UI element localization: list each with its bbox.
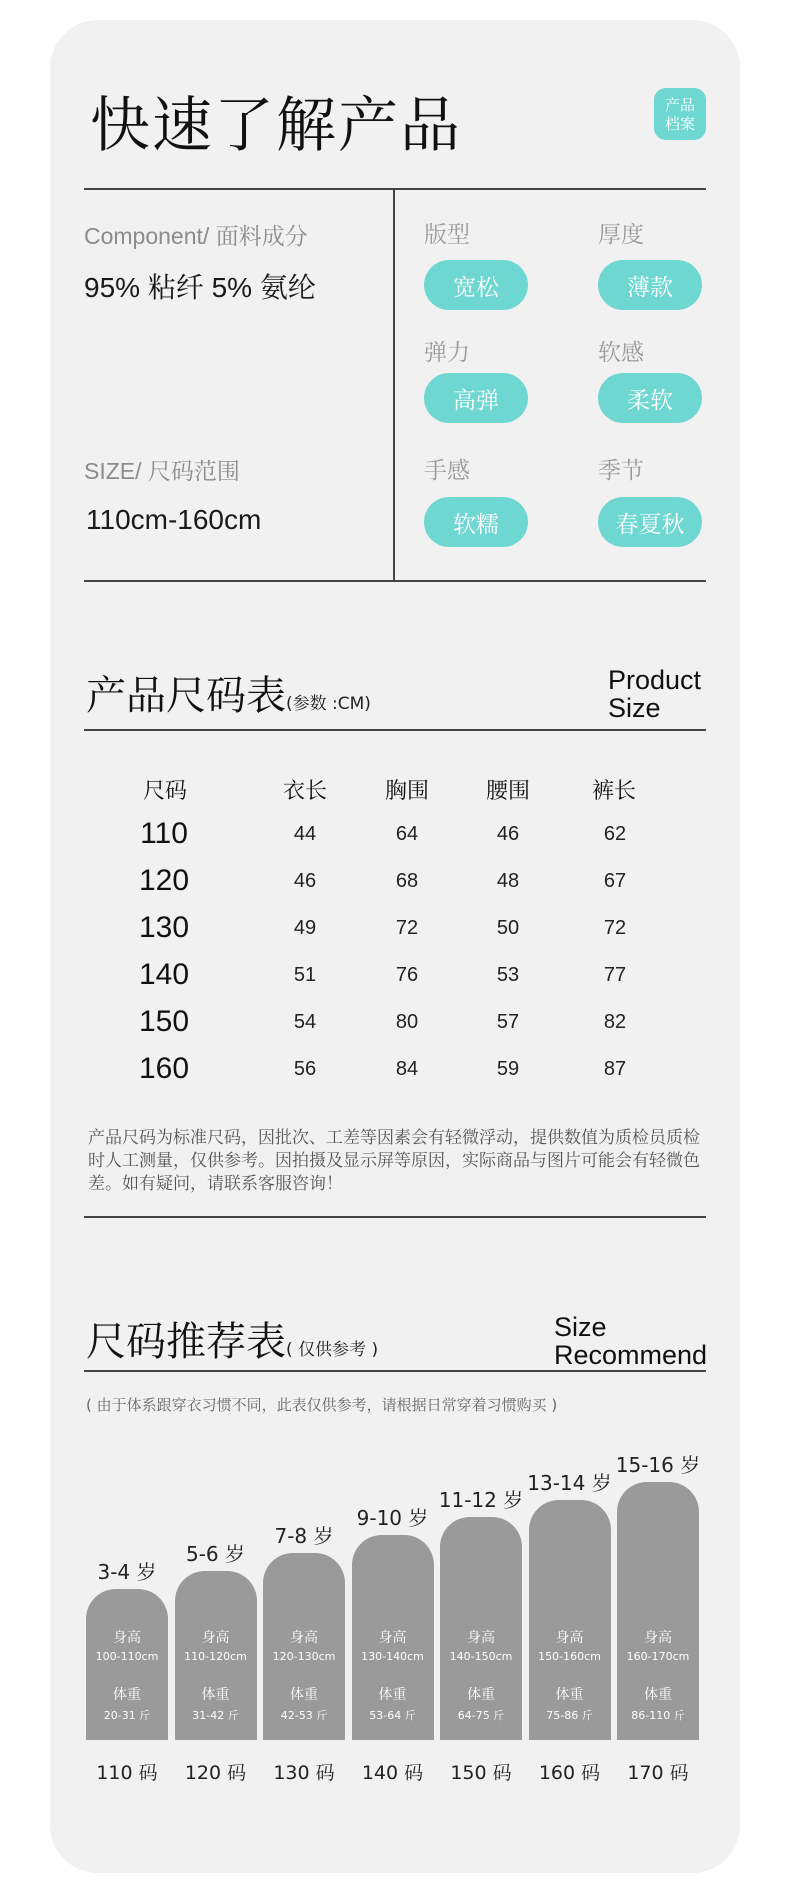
attr-pill-elasticity: 高弹 [424,373,528,423]
height-value: 130-140cm [361,1650,424,1663]
recommend-bar [175,1571,257,1740]
table-cell: 68 [395,870,419,892]
size-chart-english-title: Product Size [608,665,702,723]
table-cell: 46 [496,823,520,845]
divider [84,1370,706,1372]
recommended-size-label: 140 码 [361,1762,424,1784]
attr-label-touch: 手感 [424,458,470,484]
table-cell: 72 [603,917,627,939]
height-label: 身高 [201,1630,230,1646]
recommend-title: 尺码推荐表( 仅供参考 ) [86,1319,379,1365]
table-cell: 54 [293,1011,317,1033]
height-label: 身高 [378,1630,407,1646]
weight-value: 53-64 斤 [369,1709,416,1722]
weight-label: 体重 [113,1687,141,1703]
table-cell: 80 [395,1011,419,1033]
table-cell: 56 [293,1058,317,1080]
table-cell-size: 140 [138,958,190,991]
recommended-size-label: 130 码 [273,1762,335,1784]
recommend-bar [529,1500,611,1740]
recommended-size-label: 150 码 [450,1762,512,1784]
age-label: 3-4 岁 [97,1560,157,1584]
height-label: 身高 [644,1630,672,1646]
divider [84,580,706,582]
component-label: Component/ 面料成分 [84,223,308,249]
weight-label: 体重 [555,1687,584,1703]
weight-value: 64-75 斤 [457,1709,505,1722]
height-value: 150-160cm [538,1650,601,1663]
recommended-size-label: 120 码 [184,1762,247,1784]
attr-pill-thickness: 薄款 [598,260,702,310]
attr-label-thickness: 厚度 [598,222,644,248]
table-cell: 72 [395,917,419,939]
weight-label: 体重 [201,1687,230,1703]
weight-value: 42-53 斤 [280,1709,328,1722]
weight-value: 86-110 斤 [631,1709,685,1722]
table-cell: 64 [395,823,419,845]
table-cell: 87 [603,1058,627,1080]
page-title: 快速了解产品 [90,91,462,161]
height-label: 身高 [555,1630,584,1646]
age-label: 9-10 岁 [356,1506,429,1530]
col-header-size: 尺码 [142,779,187,804]
weight-label: 体重 [644,1687,672,1703]
table-cell: 51 [293,964,317,986]
table-cell-size: 160 [138,1052,190,1085]
attr-pill-season: 春夏秋 [598,497,702,547]
attr-pill-touch: 软糯 [424,497,528,547]
recommended-size-label: 110 码 [96,1762,158,1784]
age-label: 11-12 岁 [438,1488,524,1512]
age-label: 15-16 岁 [615,1453,701,1477]
table-cell: 67 [603,870,627,892]
col-header-waist: 腰围 [485,779,530,804]
age-label: 5-6 岁 [185,1542,246,1566]
size-range-value: 110cm-160cm [86,504,262,535]
table-cell: 53 [496,964,520,986]
height-label: 身高 [113,1630,141,1646]
recommend-bar [440,1517,522,1740]
table-cell-size: 110 [140,817,188,850]
height-label: 身高 [290,1630,318,1646]
weight-label: 体重 [290,1687,318,1703]
height-value: 120-130cm [272,1650,336,1663]
weight-value: 31-42 斤 [192,1709,239,1722]
attr-pill-softness: 柔软 [598,373,702,423]
age-label: 7-8 岁 [274,1524,334,1548]
height-label: 身高 [467,1630,495,1646]
col-header-pants: 裤长 [591,779,636,804]
weight-value: 20-31 斤 [103,1709,151,1722]
component-value: 95% 粘纤 5% 氨纶 [84,272,316,303]
table-cell: 82 [603,1011,627,1033]
size-chart-subtitle: (参数 :CM) [286,694,371,714]
recommend-english-title: Size Recommend [554,1312,708,1370]
attr-label-season: 季节 [598,458,644,484]
attr-label-fit: 版型 [424,222,470,248]
divider-vertical [393,188,395,580]
col-header-chest: 胸围 [384,779,429,804]
size-chart-note: 产品尺码为标准尺码，因批次、工差等因素会有轻微浮动，提供数值为质检员质检时人工测量，仅供参考。因拍摄及显示屏等原因，实际商品与图片可能会有轻微色差。如有疑问，请联系客服咨询！ [88,1128,700,1194]
attr-label-softness: 软感 [598,340,644,366]
table-cell-size: 120 [138,864,190,897]
recommend-subtitle: ( 仅供参考 ) [286,1340,379,1360]
table-cell: 76 [395,964,419,986]
height-value: 160-170cm [626,1650,690,1663]
divider [84,188,706,190]
recommend-bar [263,1553,345,1740]
recommended-size-label: 170 码 [627,1762,689,1784]
table-cell: 84 [395,1058,419,1080]
recommend-bar [86,1589,168,1740]
table-cell: 49 [293,917,317,939]
col-header-length: 衣长 [282,779,327,804]
weight-label: 体重 [378,1687,407,1703]
product-info-card [50,20,740,1873]
recommend-bar [352,1535,434,1740]
table-cell: 77 [603,964,627,986]
table-cell: 62 [603,823,627,845]
table-cell: 46 [293,870,317,892]
age-label: 13-14 岁 [527,1471,612,1495]
attr-label-elasticity: 弹力 [424,340,470,366]
table-cell: 48 [496,870,520,892]
recommended-size-label: 160 码 [538,1762,601,1784]
table-cell: 50 [496,917,520,939]
height-value: 100-110cm [95,1650,159,1663]
recommend-hint: ( 由于体系跟穿衣习惯不同，此表仅供参考，请根据日常穿着习惯购买 ) [86,1396,558,1414]
weight-value: 75-86 斤 [546,1709,593,1722]
attr-pill-fit: 宽松 [424,260,528,310]
table-cell: 59 [496,1058,520,1080]
height-value: 140-150cm [449,1650,513,1663]
table-cell: 57 [496,1011,520,1033]
table-cell: 44 [293,823,317,845]
size-range-label: SIZE/ 尺码范围 [84,458,240,484]
divider [84,1216,706,1218]
size-chart-title: 产品尺码表(参数 :CM) [86,673,371,719]
archive-badge: 产品 档案 [654,88,706,140]
table-cell-size: 150 [138,1005,190,1038]
weight-label: 体重 [467,1687,495,1703]
table-cell-size: 130 [138,911,190,944]
recommend-bar [617,1482,699,1740]
divider [84,729,706,731]
height-value: 110-120cm [184,1650,247,1663]
